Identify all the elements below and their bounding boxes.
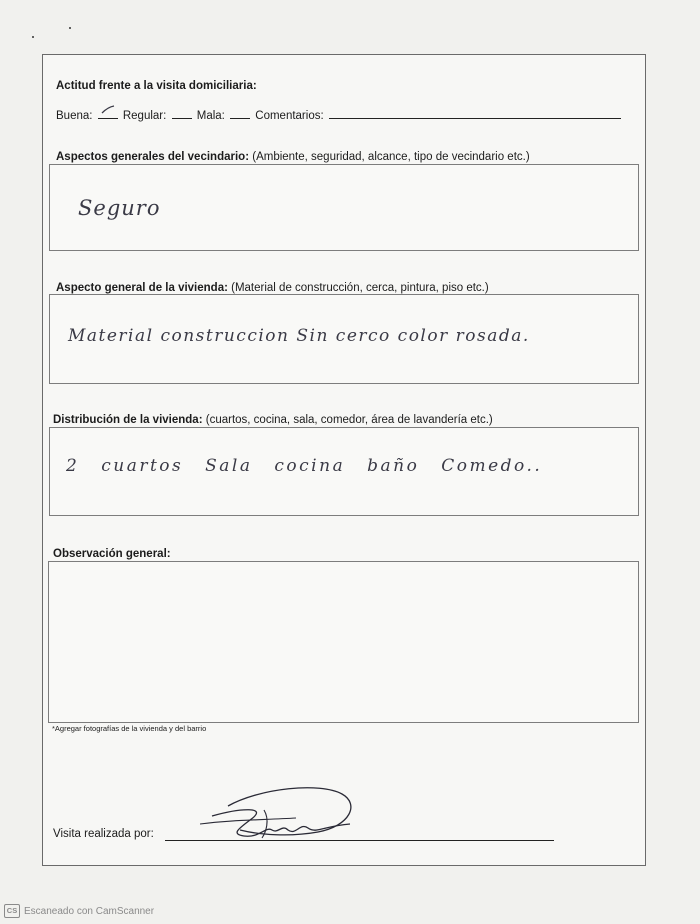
- neighborhood-heading: [56, 151, 530, 163]
- distribution-hint: (cuartos, cocina, sala, comedor, área de lavandería etc.): [205, 414, 493, 426]
- scanner-footer: [4, 904, 154, 918]
- attitude-title: Actitud frente a la visita domiciliaria:: [56, 80, 257, 92]
- buena-blank[interactable]: [98, 108, 118, 119]
- attitude-options: [56, 108, 623, 122]
- housing-heading: [56, 282, 489, 294]
- distribution-heading: [53, 414, 493, 426]
- distribution-answer: 2 cuartos Sala cocina baño Comedo..: [66, 456, 543, 476]
- comentarios-label: Comentarios:: [255, 110, 324, 122]
- mala-blank[interactable]: [230, 108, 250, 119]
- regular-label: Regular:: [122, 110, 167, 122]
- observation-title: Observación general:: [53, 548, 171, 560]
- housing-title: Aspecto general de la vivienda:: [56, 282, 228, 294]
- scan-speck: [69, 27, 71, 29]
- observation-answer-box[interactable]: [48, 561, 639, 723]
- comentarios-blank[interactable]: [329, 108, 621, 119]
- housing-hint: (Material de construcción, cerca, pintura, piso etc.): [231, 282, 489, 294]
- camscanner-logo-icon: CS: [4, 904, 20, 918]
- signature-image: [200, 780, 370, 850]
- scan-speck: [32, 36, 34, 38]
- observation-heading: [53, 548, 171, 560]
- photo-note: *Agregar fotografías de la vivienda y del barrio: [52, 724, 207, 733]
- neighborhood-answer: Seguro: [78, 196, 161, 220]
- buena-label: Buena:: [56, 110, 93, 122]
- neighborhood-hint: (Ambiente, seguridad, alcance, tipo de vecindario etc.): [252, 151, 530, 163]
- housing-answer: Material construccion Sin cerco color rosada.: [68, 326, 530, 346]
- scanner-text: Escaneado con CamScanner: [24, 905, 155, 917]
- regular-blank[interactable]: [172, 108, 192, 119]
- mala-label: Mala:: [196, 110, 225, 122]
- neighborhood-title: Aspectos generales del vecindario:: [56, 151, 250, 163]
- distribution-title: Distribución de la vivienda:: [53, 414, 203, 426]
- visit-label: Visita realizada por:: [53, 828, 154, 840]
- check-mark-icon: [101, 105, 115, 115]
